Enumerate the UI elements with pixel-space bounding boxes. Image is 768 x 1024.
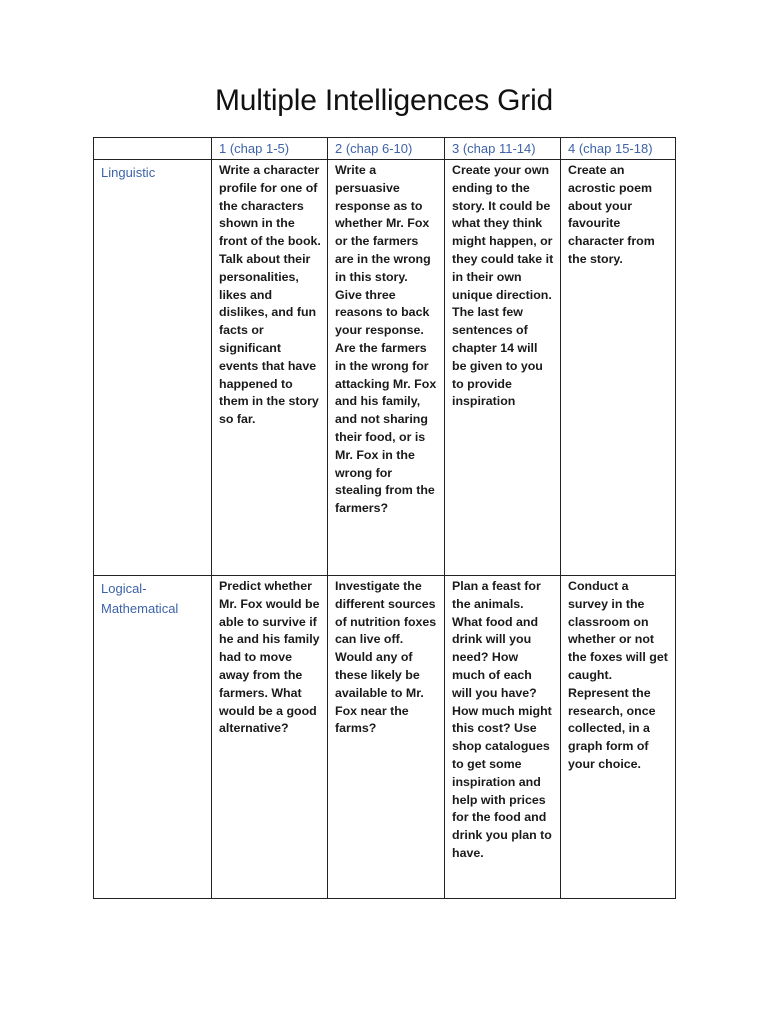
intelligences-grid — [93, 137, 676, 899]
column-header-4: 4 (chap 15-18) — [561, 138, 676, 160]
linguistic-activity-1: Write a character profile for one of the characters shown in the front of the book. Talk about their personalities, likes and dislikes, and fun facts or significant events that have happened to them in the story so far. — [212, 160, 328, 576]
row-label-logical-mathematical: Logical-Mathematical — [94, 576, 212, 899]
column-header-3: 3 (chap 11-14) — [445, 138, 561, 160]
column-header-1: 1 (chap 1-5) — [212, 138, 328, 160]
linguistic-activity-3: Create your own ending to the story. It could be what they think might happen, or they could take it in their own unique direction. The last few sentences of chapter 14 will be given to you to provide inspiration — [445, 160, 561, 576]
linguistic-activity-4: Create an acrostic poem about your favourite character from the story. — [561, 160, 676, 576]
table-row-logical-mathematical — [94, 576, 676, 899]
header-row — [94, 138, 676, 160]
logical-activity-1: Predict whether Mr. Fox would be able to survive if he and his family had to move away from the farmers. What would be a good alternative? — [212, 576, 328, 899]
logical-activity-2: Investigate the different sources of nutrition foxes can live off. Would any of these likely be available to Mr. Fox near the farms? — [328, 576, 445, 899]
linguistic-activity-2: Write a persuasive response as to whether Mr. Fox or the farmers are in the wrong in this story. Give three reasons to back your response. Are the farmers in the wrong for attacking Mr. Fox and his family, and not sharing their food, or is Mr. Fox in the wrong for stealing from the farmers? — [328, 160, 445, 576]
logical-activity-3: Plan a feast for the animals. What food and drink will you need? How much of each will you have? How much might this cost? Use shop catalogues to get some inspiration and help with prices for the food and drink you plan to have. — [445, 576, 561, 899]
corner-cell — [94, 138, 212, 160]
table-row-linguistic — [94, 160, 676, 576]
column-header-2: 2 (chap 6-10) — [328, 138, 445, 160]
logical-activity-4: Conduct a survey in the classroom on whether or not the foxes will get caught. Represent the research, once collected, in a graph form of your choice. — [561, 576, 676, 899]
row-label-linguistic: Linguistic — [94, 160, 212, 576]
page-title: Multiple Intelligences Grid — [214, 84, 554, 117]
